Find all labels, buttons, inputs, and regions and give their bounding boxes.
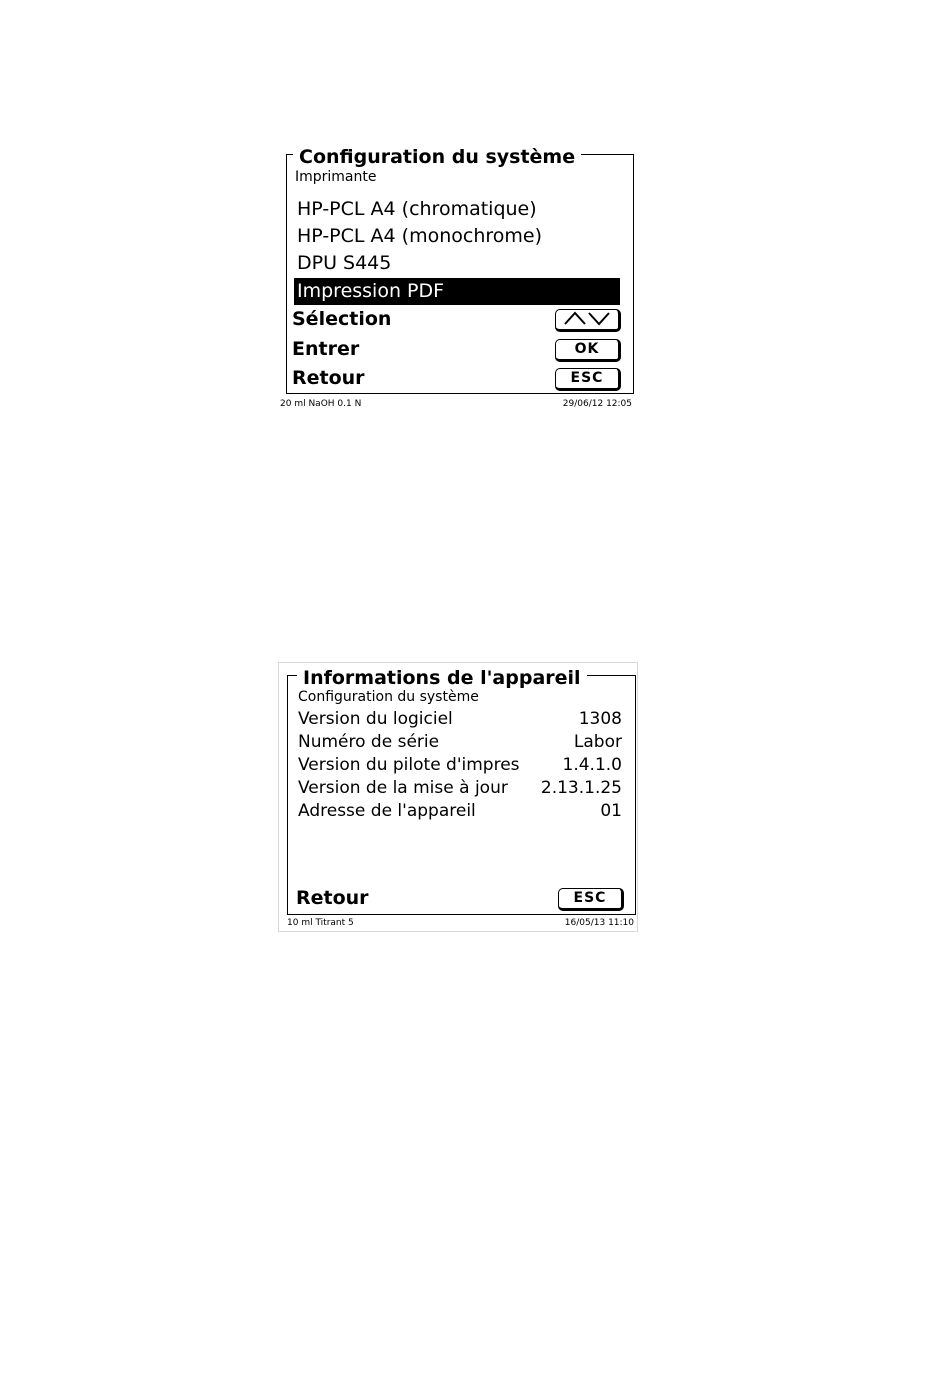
- info-key: Version du logiciel: [298, 709, 453, 729]
- up-down-arrows-icon: [561, 310, 613, 326]
- info-value: Labor: [573, 732, 622, 752]
- status-datetime: 16/05/13 11:10: [564, 918, 634, 928]
- ok-key[interactable]: OK: [555, 339, 621, 362]
- screen-subtitle: Imprimante: [295, 169, 377, 185]
- info-row-serial-number: [298, 731, 622, 754]
- device-info-screen: [278, 662, 638, 932]
- softkey-row-enter: [292, 336, 622, 364]
- screen-title: Configuration du système: [293, 146, 581, 168]
- info-value: 1308: [578, 709, 622, 729]
- printer-option-dpu[interactable]: DPU S445: [297, 252, 392, 274]
- softkey-row-back: [292, 365, 622, 393]
- info-value: 01: [600, 801, 622, 821]
- screen-subtitle: Configuration du système: [298, 689, 479, 705]
- status-left: 10 ml Titrant 5: [287, 918, 354, 928]
- info-value: 2.13.1.25: [540, 778, 622, 798]
- info-row-device-address: [298, 800, 622, 823]
- printer-option-hp-mono[interactable]: HP-PCL A4 (monochrome): [297, 225, 542, 247]
- info-row-software-version: [298, 708, 622, 731]
- info-row-update-version: [298, 777, 622, 800]
- info-row-driver-version: [298, 754, 622, 777]
- screen-title: Informations de l'appareil: [297, 667, 587, 689]
- info-value: 1.4.1.0: [562, 755, 622, 775]
- back-label: Retour: [296, 887, 369, 909]
- status-datetime: 29/06/12 12:05: [562, 399, 632, 409]
- back-label: Retour: [292, 367, 365, 389]
- selection-label: Sélection: [292, 308, 392, 330]
- info-key: Numéro de série: [298, 732, 440, 752]
- softkey-row-back: [296, 885, 624, 913]
- system-config-screen: [278, 146, 634, 412]
- status-left: 20 ml NaOH 0.1 N: [280, 399, 362, 409]
- enter-label: Entrer: [292, 338, 360, 360]
- up-down-key[interactable]: [555, 309, 621, 332]
- info-key: Adresse de l'appareil: [298, 801, 476, 821]
- info-key: Version de la mise à jour: [298, 778, 508, 798]
- softkey-row-selection: [292, 306, 622, 334]
- esc-key[interactable]: ESC: [558, 888, 624, 911]
- printer-option-hp-color[interactable]: HP-PCL A4 (chromatique): [297, 198, 537, 220]
- info-key: Version du pilote d'impres: [298, 755, 520, 775]
- printer-option-pdf[interactable]: Impression PDF: [294, 278, 620, 305]
- esc-key[interactable]: ESC: [555, 368, 621, 391]
